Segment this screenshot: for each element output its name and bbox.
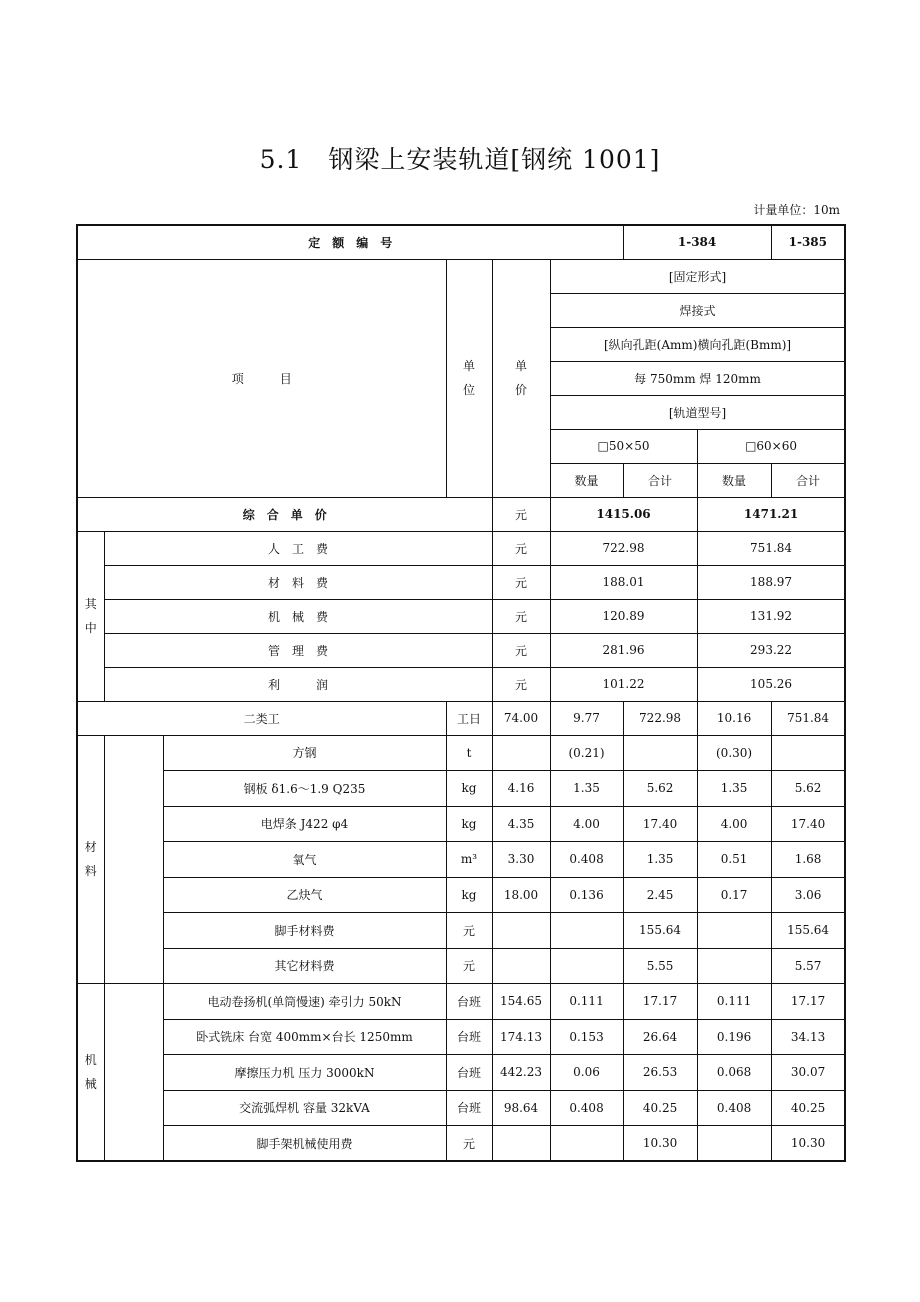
machinery-price: 174.13 — [492, 1019, 550, 1055]
weld-type: 焊接式 — [550, 293, 845, 327]
breakdown-value-2: 188.97 — [697, 565, 845, 599]
quota-no-label: 定 额 编 号 — [77, 225, 623, 259]
material-qty-2: 4.00 — [697, 806, 771, 842]
breakdown-row — [77, 633, 845, 667]
material-total-2: 1.68 — [771, 842, 845, 878]
rail-type-1: □50×50 — [550, 429, 697, 463]
machinery-unit: 台班 — [446, 1055, 492, 1091]
machinery-name: 摩擦压力机 压力 3000kN — [163, 1055, 446, 1091]
material-total-1: 17.40 — [623, 806, 697, 842]
material-row — [77, 842, 845, 878]
summary-value-1: 1415.06 — [550, 497, 697, 531]
summary-label: 综 合 单 价 — [77, 497, 492, 531]
material-total-1: 2.45 — [623, 877, 697, 913]
machinery-total-1: 26.53 — [623, 1055, 697, 1091]
spacing-value: 每 750mm 焊 120mm — [550, 361, 845, 395]
spacing-label: [纵向孔距(Amm)横向孔距(Bmm)] — [550, 327, 845, 361]
breakdown-group-label: 其 中 — [77, 531, 104, 701]
material-name: 脚手材料费 — [163, 913, 446, 949]
breakdown-value-1: 722.98 — [550, 531, 697, 565]
machinery-total-1: 40.25 — [623, 1090, 697, 1126]
labor-price: 74.00 — [492, 701, 550, 735]
material-total-2 — [771, 735, 845, 771]
machinery-row — [77, 1019, 845, 1055]
breakdown-unit: 元 — [492, 667, 550, 701]
material-name: 其它材料费 — [163, 948, 446, 984]
material-qty-1: 0.136 — [550, 877, 623, 913]
material-price: 4.35 — [492, 806, 550, 842]
machinery-qty-1: 0.111 — [550, 984, 623, 1020]
material-qty-1: 0.408 — [550, 842, 623, 878]
material-name: 方钢 — [163, 735, 446, 771]
machinery-total-2: 34.13 — [771, 1019, 845, 1055]
material-row — [77, 913, 845, 949]
material-price: 18.00 — [492, 877, 550, 913]
material-qty-1 — [550, 948, 623, 984]
machinery-total-1: 26.64 — [623, 1019, 697, 1055]
material-unit: 元 — [446, 913, 492, 949]
material-price — [492, 735, 550, 771]
unit-note: 计量单位：10m — [753, 203, 840, 217]
material-qty-2: 0.51 — [697, 842, 771, 878]
breakdown-value-2: 131.92 — [697, 599, 845, 633]
material-qty-2 — [697, 913, 771, 949]
price-label: 单 价 — [492, 259, 550, 497]
qty-header-1: 数量 — [550, 463, 623, 497]
labor-label: 二类工 — [77, 701, 446, 735]
material-price: 3.30 — [492, 842, 550, 878]
labor-unit: 工日 — [446, 701, 492, 735]
machinery-price: 442.23 — [492, 1055, 550, 1091]
code-1: 1-384 — [623, 225, 771, 259]
material-qty-1: (0.21) — [550, 735, 623, 771]
machinery-name: 脚手架机械使用费 — [163, 1126, 446, 1162]
material-total-1: 155.64 — [623, 913, 697, 949]
breakdown-unit: 元 — [492, 633, 550, 667]
material-unit: m³ — [446, 842, 492, 878]
breakdown-value-2: 751.84 — [697, 531, 845, 565]
material-name: 电焊条 J422 φ4 — [163, 806, 446, 842]
machinery-price: 98.64 — [492, 1090, 550, 1126]
rail-type-label: [轨道型号] — [550, 395, 845, 429]
material-price: 4.16 — [492, 771, 550, 807]
machinery-qty-1: 0.408 — [550, 1090, 623, 1126]
breakdown-row — [77, 531, 845, 565]
machinery-unit: 台班 — [446, 1090, 492, 1126]
material-qty-1: 1.35 — [550, 771, 623, 807]
unit-label: 单 位 — [446, 259, 492, 497]
machinery-row — [77, 984, 845, 1020]
breakdown-label: 管 理 费 — [104, 633, 492, 667]
material-total-2: 5.57 — [771, 948, 845, 984]
machinery-qty-1: 0.153 — [550, 1019, 623, 1055]
labor-total-1: 722.98 — [623, 701, 697, 735]
machinery-row — [77, 1055, 845, 1091]
breakdown-value-2: 293.22 — [697, 633, 845, 667]
breakdown-value-2: 105.26 — [697, 667, 845, 701]
machinery-name: 电动卷扬机(单筒慢速) 牵引力 50kN — [163, 984, 446, 1020]
machinery-total-2: 40.25 — [771, 1090, 845, 1126]
machinery-qty-2: 0.068 — [697, 1055, 771, 1091]
machinery-group-label: 机 械 — [77, 984, 104, 1162]
breakdown-value-1: 188.01 — [550, 565, 697, 599]
machinery-name: 交流弧焊机 容量 32kVA — [163, 1090, 446, 1126]
total-header-2: 合计 — [771, 463, 845, 497]
breakdown-label: 机 械 费 — [104, 599, 492, 633]
breakdown-row — [77, 565, 845, 599]
material-row — [77, 806, 845, 842]
code-2: 1-385 — [771, 225, 845, 259]
material-total-2: 155.64 — [771, 913, 845, 949]
machinery-qty-1: 0.06 — [550, 1055, 623, 1091]
material-total-2: 3.06 — [771, 877, 845, 913]
material-name: 乙炔气 — [163, 877, 446, 913]
machinery-blank-cell — [104, 984, 163, 1162]
total-header-1: 合计 — [623, 463, 697, 497]
material-total-1 — [623, 735, 697, 771]
machinery-qty-2: 0.111 — [697, 984, 771, 1020]
material-unit: 元 — [446, 948, 492, 984]
machinery-row — [77, 1090, 845, 1126]
material-qty-1 — [550, 913, 623, 949]
machinery-qty-2 — [697, 1126, 771, 1162]
machinery-price: 154.65 — [492, 984, 550, 1020]
material-qty-2 — [697, 948, 771, 984]
machinery-total-1: 17.17 — [623, 984, 697, 1020]
machinery-total-2: 30.07 — [771, 1055, 845, 1091]
summary-unit: 元 — [492, 497, 550, 531]
breakdown-label: 人 工 费 — [104, 531, 492, 565]
qty-header-2: 数量 — [697, 463, 771, 497]
material-total-2: 5.62 — [771, 771, 845, 807]
material-row — [77, 948, 845, 984]
material-qty-2: (0.30) — [697, 735, 771, 771]
material-unit: kg — [446, 771, 492, 807]
breakdown-unit: 元 — [492, 565, 550, 599]
material-total-1: 1.35 — [623, 842, 697, 878]
material-total-1: 5.62 — [623, 771, 697, 807]
material-qty-1: 4.00 — [550, 806, 623, 842]
material-qty-2: 1.35 — [697, 771, 771, 807]
labor-qty-2: 10.16 — [697, 701, 771, 735]
summary-value-2: 1471.21 — [697, 497, 845, 531]
breakdown-row — [77, 599, 845, 633]
material-blank-cell — [104, 735, 163, 984]
quota-table — [76, 224, 846, 1162]
machinery-row — [77, 1126, 845, 1162]
header-row-fix — [77, 259, 845, 293]
material-unit: t — [446, 735, 492, 771]
header-row-codes — [77, 225, 845, 259]
material-qty-2: 0.17 — [697, 877, 771, 913]
breakdown-unit: 元 — [492, 531, 550, 565]
breakdown-value-1: 281.96 — [550, 633, 697, 667]
labor-row — [77, 701, 845, 735]
machinery-qty-1 — [550, 1126, 623, 1162]
fix-form: [固定形式] — [550, 259, 845, 293]
breakdown-value-1: 120.89 — [550, 599, 697, 633]
item-label: 项 目 — [77, 259, 446, 497]
breakdown-label: 材 料 费 — [104, 565, 492, 599]
material-total-2: 17.40 — [771, 806, 845, 842]
machinery-qty-2: 0.196 — [697, 1019, 771, 1055]
machinery-name: 卧式铣床 台宽 400mm×台长 1250mm — [163, 1019, 446, 1055]
material-price — [492, 948, 550, 984]
material-name: 氧气 — [163, 842, 446, 878]
material-name: 钢板 δ1.6～1.9 Q235 — [163, 771, 446, 807]
material-unit: kg — [446, 877, 492, 913]
machinery-unit: 台班 — [446, 1019, 492, 1055]
material-row — [77, 877, 845, 913]
machinery-qty-2: 0.408 — [697, 1090, 771, 1126]
machinery-unit: 台班 — [446, 984, 492, 1020]
machinery-price — [492, 1126, 550, 1162]
material-unit: kg — [446, 806, 492, 842]
material-row — [77, 735, 845, 771]
rail-type-2: □60×60 — [697, 429, 845, 463]
page-title: 5.1 钢梁上安装轨道[钢统 1001] — [259, 145, 661, 174]
material-price — [492, 913, 550, 949]
material-group-label: 材 料 — [77, 735, 104, 984]
machinery-unit: 元 — [446, 1126, 492, 1162]
machinery-total-2: 10.30 — [771, 1126, 845, 1162]
breakdown-row — [77, 667, 845, 701]
material-row — [77, 771, 845, 807]
breakdown-unit: 元 — [492, 599, 550, 633]
machinery-total-2: 17.17 — [771, 984, 845, 1020]
summary-row — [77, 497, 845, 531]
breakdown-value-1: 101.22 — [550, 667, 697, 701]
labor-qty-1: 9.77 — [550, 701, 623, 735]
breakdown-label: 利 润 — [104, 667, 492, 701]
machinery-total-1: 10.30 — [623, 1126, 697, 1162]
labor-total-2: 751.84 — [771, 701, 845, 735]
material-total-1: 5.55 — [623, 948, 697, 984]
